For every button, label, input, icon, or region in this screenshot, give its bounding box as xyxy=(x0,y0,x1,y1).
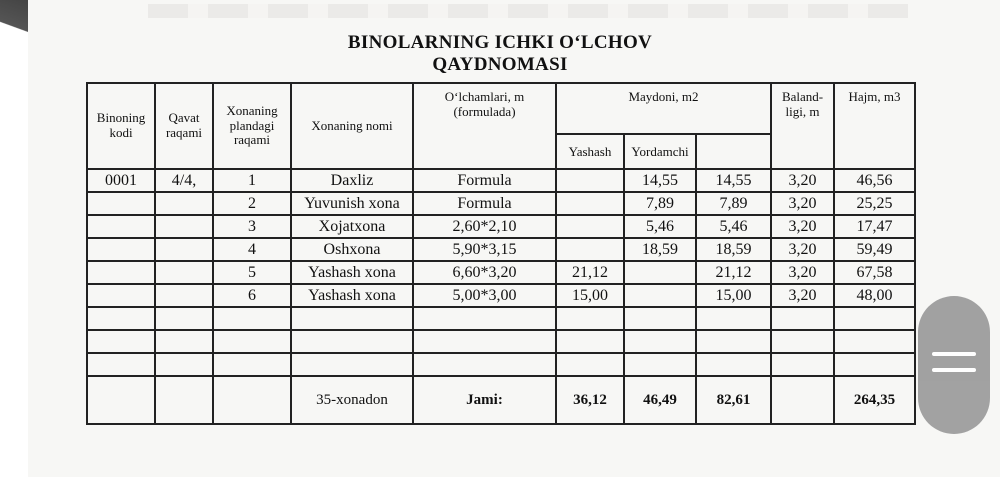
cell-aux: 5,46 xyxy=(624,215,696,238)
empty-cell xyxy=(696,330,771,353)
header-room-name: Xonaning nomi xyxy=(291,83,413,169)
empty-cell xyxy=(771,330,834,353)
cell-living xyxy=(556,169,624,192)
cell-code xyxy=(87,192,155,215)
empty-cell xyxy=(834,330,915,353)
empty-cell xyxy=(771,376,834,424)
cell-num: 1 xyxy=(213,169,291,192)
header-area-living: Yashash xyxy=(556,134,624,169)
cell-dims: 5,00*3,00 xyxy=(413,284,556,307)
empty-cell xyxy=(155,353,213,376)
empty-cell xyxy=(556,353,624,376)
cell-dims: 6,60*3,20 xyxy=(413,261,556,284)
empty-cell xyxy=(696,307,771,330)
header-volume: Hajm, m3 xyxy=(834,83,915,169)
cell-num: 3 xyxy=(213,215,291,238)
cell-aux xyxy=(624,284,696,307)
handle-line-icon xyxy=(932,352,976,356)
cell-floor xyxy=(155,261,213,284)
cell-living: 15,00 xyxy=(556,284,624,307)
cell-floor xyxy=(155,215,213,238)
empty-row xyxy=(87,307,915,330)
empty-cell xyxy=(771,307,834,330)
header-area: Maydoni, m2 xyxy=(556,83,771,134)
cell-height: 3,20 xyxy=(771,192,834,215)
cell-num: 2 xyxy=(213,192,291,215)
empty-cell xyxy=(87,330,155,353)
cell-num: 6 xyxy=(213,284,291,307)
cell-name: Oshxona xyxy=(291,238,413,261)
cell-num: 4 xyxy=(213,238,291,261)
empty-cell xyxy=(213,307,291,330)
cell-name: Yashash xona xyxy=(291,261,413,284)
empty-cell xyxy=(213,330,291,353)
header-area-auxiliary: Yordamchi xyxy=(624,134,696,169)
total-apartment: 35-xonadon xyxy=(291,376,413,424)
empty-cell xyxy=(624,330,696,353)
empty-cell xyxy=(291,307,413,330)
total-aux: 46,49 xyxy=(624,376,696,424)
empty-cell xyxy=(291,353,413,376)
cell-aux: 7,89 xyxy=(624,192,696,215)
cell-name: Yashash xona xyxy=(291,284,413,307)
cell-volume: 25,25 xyxy=(834,192,915,215)
cell-volume: 17,47 xyxy=(834,215,915,238)
empty-cell xyxy=(213,353,291,376)
cell-volume: 46,56 xyxy=(834,169,915,192)
cell-dims: 2,60*2,10 xyxy=(413,215,556,238)
table-row xyxy=(87,261,915,284)
cell-name: Yuvunish xona xyxy=(291,192,413,215)
cell-dims: 5,90*3,15 xyxy=(413,238,556,261)
header-floor-number: Qavat raqami xyxy=(155,83,213,169)
header-area-total xyxy=(696,134,771,169)
empty-cell xyxy=(771,353,834,376)
cell-aux: 14,55 xyxy=(624,169,696,192)
cell-total: 7,89 xyxy=(696,192,771,215)
cell-code xyxy=(87,284,155,307)
empty-row xyxy=(87,353,915,376)
cell-total: 21,12 xyxy=(696,261,771,284)
document-title-line-2: QAYDNOMASI xyxy=(432,54,568,75)
table-body xyxy=(87,169,915,424)
empty-cell xyxy=(291,330,413,353)
cell-height: 3,20 xyxy=(771,284,834,307)
cell-height: 3,20 xyxy=(771,261,834,284)
cell-total: 14,55 xyxy=(696,169,771,192)
empty-cell xyxy=(155,307,213,330)
measurement-table xyxy=(86,82,916,425)
empty-cell xyxy=(413,307,556,330)
cell-living xyxy=(556,192,624,215)
cell-code: 0001 xyxy=(87,169,155,192)
empty-cell xyxy=(696,353,771,376)
cell-floor xyxy=(155,192,213,215)
empty-cell xyxy=(87,353,155,376)
table-row xyxy=(87,169,915,192)
document-title-line-1: BINOLARNING ICHKI O‘LCHOV xyxy=(347,32,653,53)
empty-cell xyxy=(213,376,291,424)
cell-living: 21,12 xyxy=(556,261,624,284)
table-row xyxy=(87,215,915,238)
empty-cell xyxy=(413,353,556,376)
cell-height: 3,20 xyxy=(771,215,834,238)
cell-volume: 67,58 xyxy=(834,261,915,284)
cell-aux: 18,59 xyxy=(624,238,696,261)
total-living: 36,12 xyxy=(556,376,624,424)
cell-volume: 59,49 xyxy=(834,238,915,261)
empty-cell xyxy=(87,307,155,330)
table-row xyxy=(87,284,915,307)
table-row xyxy=(87,238,915,261)
empty-cell xyxy=(87,376,155,424)
empty-cell xyxy=(155,330,213,353)
cell-code xyxy=(87,238,155,261)
empty-cell xyxy=(834,353,915,376)
scroll-handle[interactable] xyxy=(918,296,990,434)
cell-living xyxy=(556,238,624,261)
cell-floor xyxy=(155,238,213,261)
cell-height: 3,20 xyxy=(771,238,834,261)
handle-line-icon xyxy=(932,368,976,372)
cell-living xyxy=(556,215,624,238)
cell-floor: 4/4, xyxy=(155,169,213,192)
empty-cell xyxy=(624,307,696,330)
empty-cell xyxy=(413,330,556,353)
header-height: Baland-ligi, m xyxy=(771,83,834,169)
cell-height: 3,20 xyxy=(771,169,834,192)
header-building-code: Binoning kodi xyxy=(87,83,155,169)
cell-name: Daxliz xyxy=(291,169,413,192)
cell-total: 15,00 xyxy=(696,284,771,307)
total-total: 82,61 xyxy=(696,376,771,424)
cell-total: 18,59 xyxy=(696,238,771,261)
cell-code xyxy=(87,215,155,238)
cell-dims: Formula xyxy=(413,169,556,192)
empty-cell xyxy=(834,307,915,330)
table-row xyxy=(87,192,915,215)
cell-name: Xojatxona xyxy=(291,215,413,238)
empty-cell xyxy=(556,307,624,330)
empty-cell xyxy=(155,376,213,424)
cell-code xyxy=(87,261,155,284)
empty-row xyxy=(87,330,915,353)
total-volume: 264,35 xyxy=(834,376,915,424)
cell-num: 5 xyxy=(213,261,291,284)
cell-floor xyxy=(155,284,213,307)
cell-aux xyxy=(624,261,696,284)
total-label: Jami: xyxy=(413,376,556,424)
empty-cell xyxy=(556,330,624,353)
header-room-plan-number: Xonaning plandagi raqami xyxy=(213,83,291,169)
cell-total: 5,46 xyxy=(696,215,771,238)
cell-dims: Formula xyxy=(413,192,556,215)
bleed-through-text xyxy=(148,4,908,18)
cell-volume: 48,00 xyxy=(834,284,915,307)
totals-row xyxy=(87,376,915,424)
header-dimensions: O‘lchamlari, m (formulada) xyxy=(413,83,556,169)
empty-cell xyxy=(624,353,696,376)
